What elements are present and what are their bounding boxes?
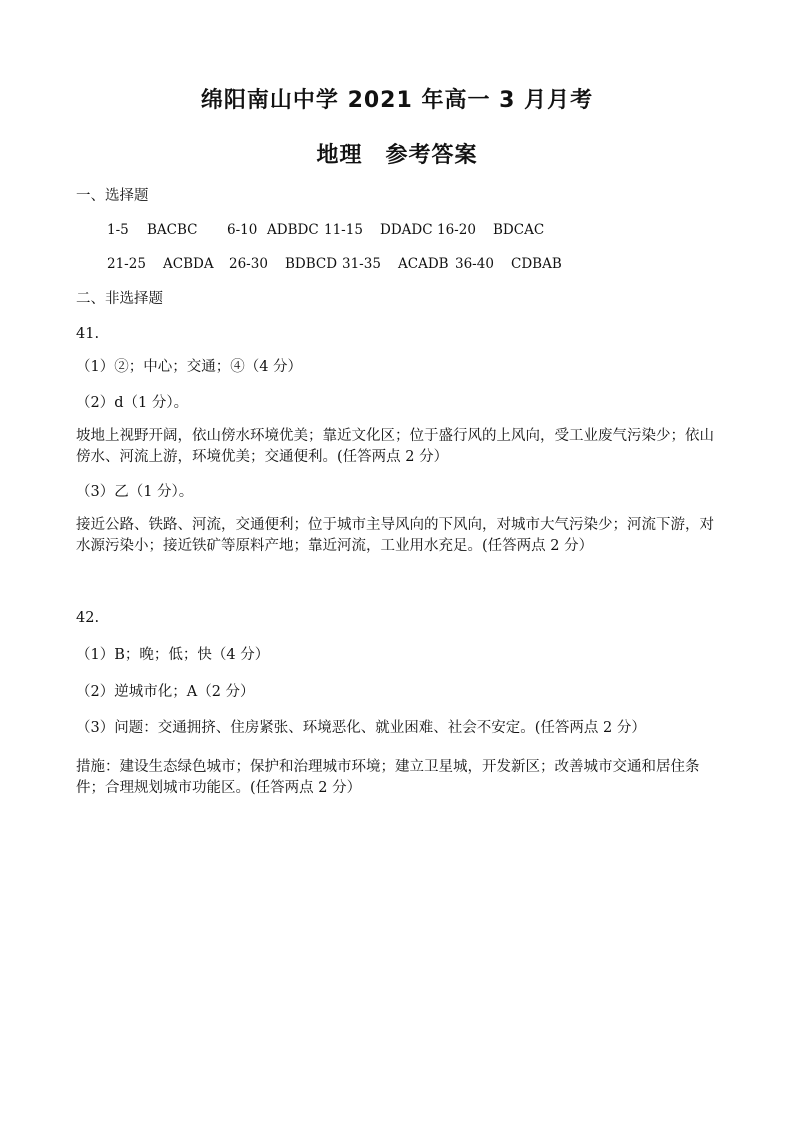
mc-range: 36-40 [455,256,494,272]
mc-answer: BDBCD [285,256,338,272]
mc-range: 31-35 [342,256,381,272]
mc-answer: CDBAB [511,256,562,272]
mc-answer: BACBC [147,222,198,238]
mc-answer: ACADB [398,256,449,272]
q42-part2-answer: （2）逆城市化；A（2 分） [76,684,255,700]
q41-part2-detail: 坡地上视野开阔，依山傍水环境优美；靠近文化区；位于盛行风的上风向，受工业废气污染少；依山傍水、河流上游，环境优美；交通便利。(任答两点 2 分） [76,428,714,465]
mc-answer: BDCAC [493,222,545,238]
q41-part1-answer: （1）②；中心；交通；④（4 分） [76,359,303,375]
question-42-number: 42. [76,610,100,626]
q42-part1-answer: （1）B；晚；低；快（4 分） [76,647,270,663]
mc-answer-row-2 [107,256,568,272]
q41-part3-answer: （3）乙（1 分）。 [76,484,194,500]
mc-range: 11-15 [324,222,363,238]
q41-part3-detail: 接近公路、铁路、河流，交通便利；位于城市主导风向的下风向，对城市大气污染少；河流下游，对水源污染小；接近铁矿等原料产地；靠近河流，工业用水充足。(任答两点 2 分） [76,517,714,554]
q41-part2-answer: （2）d（1 分）。 [76,395,189,411]
q42-part3-answer: （3）问题：交通拥挤、住房紧张、环境恶化、就业困难、社会不安定。(任答两点 2 分） [76,720,646,736]
mc-answer-row-1 [107,222,550,238]
page-subtitle: 地理 参考答案 [316,143,478,168]
mc-range: 21-25 [107,256,146,272]
mc-answer: ACBDA [163,256,214,272]
mc-range: 1-5 [107,222,129,238]
mc-range: 16-20 [437,222,476,238]
section-multiple-choice-heading: 一、选择题 [76,188,149,204]
page-title: 绵阳南山中学 2021 年高一 3 月月考 [200,88,594,113]
mc-range: 26-30 [229,256,268,272]
question-41-number: 41. [76,326,100,342]
mc-answer: ADBDC [267,222,319,238]
section-non-choice-heading: 二、非选择题 [76,291,163,307]
mc-range: 6-10 [227,222,258,238]
mc-answer: DDADC [380,222,433,238]
q42-part3-measures: 措施：建设生态绿色城市；保护和治理城市环境；建立卫星城，开发新区；改善城市交通和居住条件；合理规划城市功能区。(任答两点 2 分） [76,759,700,796]
